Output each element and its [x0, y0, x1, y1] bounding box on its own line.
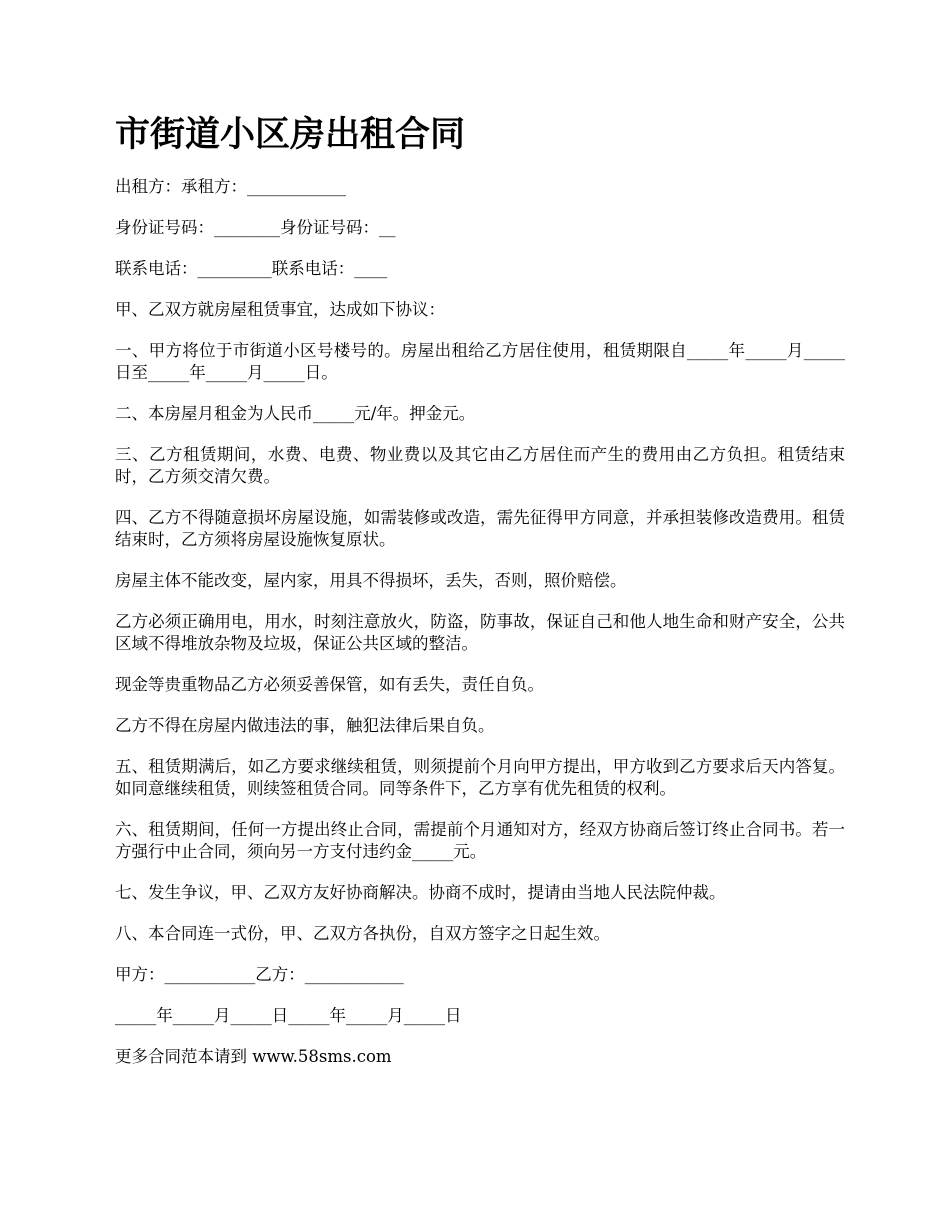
- signature-line: 甲方：___________乙方：____________: [115, 965, 404, 984]
- legal-paragraph: 乙方不得在房屋内做违法的事，触犯法律后果自负。: [115, 716, 495, 735]
- contract-document: [115, 108, 845, 1087]
- clause-8-copies: 八、本合同连一式份，甲、乙双方各执份，自双方签字之日起生效。: [115, 924, 610, 943]
- phone-line: 联系电话：_________联系电话：____: [115, 259, 388, 278]
- agreement-intro: 甲、乙双方就房屋租赁事宜，达成如下协议：: [115, 300, 445, 319]
- clause-7-disputes: 七、发生争议，甲、乙双方友好协商解决。协商不成时，提请由当地人民法院仲裁。: [115, 883, 726, 902]
- date-line: _____年_____月_____日_____年_____月_____日: [115, 1006, 462, 1025]
- clause-2-rent: 二、本房屋月租金为人民币_____元/年。押金元。: [115, 404, 476, 423]
- clause-3-utilities: 三、乙方租赁期间，水费、电费、物业费以及其它由乙方居住而产生的费用由乙方负担。租赁结束时，乙方须交清欠费。: [115, 445, 845, 486]
- footer-note: 更多合同范本请到 www.58sms.com: [115, 1047, 392, 1066]
- id-number-line: 身份证号码：________身份证号码：__: [115, 218, 396, 237]
- valuables-paragraph: 现金等贵重物品乙方必须妥善保管，如有丢失，责任自负。: [115, 675, 544, 694]
- clause-6-termination: 六、租赁期间，任何一方提出终止合同，需提前个月通知对方，经双方协商后签订终止合同书。若一方强行中止合同，须向另一方支付违约金_____元。: [115, 820, 845, 861]
- document-title: 市街道小区房出租合同: [115, 115, 466, 155]
- safety-paragraph: 乙方必须正确用电，用水，时刻注意放火，防盗，防事故，保证自己和他人地生命和财产安全，公共区域不得堆放杂物及垃圾，保证公共区域的整洁。: [115, 612, 845, 653]
- clause-1-lease-term: 一、甲方将位于市街道小区号楼号的。房屋出租给乙方居住使用，租赁期限自_____年_____月_____日至_____年_____月_____日。: [115, 341, 845, 382]
- parties-line: 出租方：承租方：____________: [115, 177, 346, 196]
- structure-paragraph: 房屋主体不能改变，屋内家，用具不得损坏，丢失，否则，照价赔偿。: [115, 571, 627, 590]
- clause-4-facilities: 四、乙方不得随意损坏房屋设施，如需装修或改造，需先征得甲方同意，并承担装修改造费用。租赁结束时，乙方须将房屋设施恢复原状。: [115, 508, 845, 549]
- clause-5-renewal: 五、租赁期满后，如乙方要求继续租赁，则须提前个月向甲方提出，甲方收到乙方要求后天内答复。如同意继续租赁，则续签租赁合同。同等条件下，乙方享有优先租赁的权利。: [115, 757, 845, 798]
